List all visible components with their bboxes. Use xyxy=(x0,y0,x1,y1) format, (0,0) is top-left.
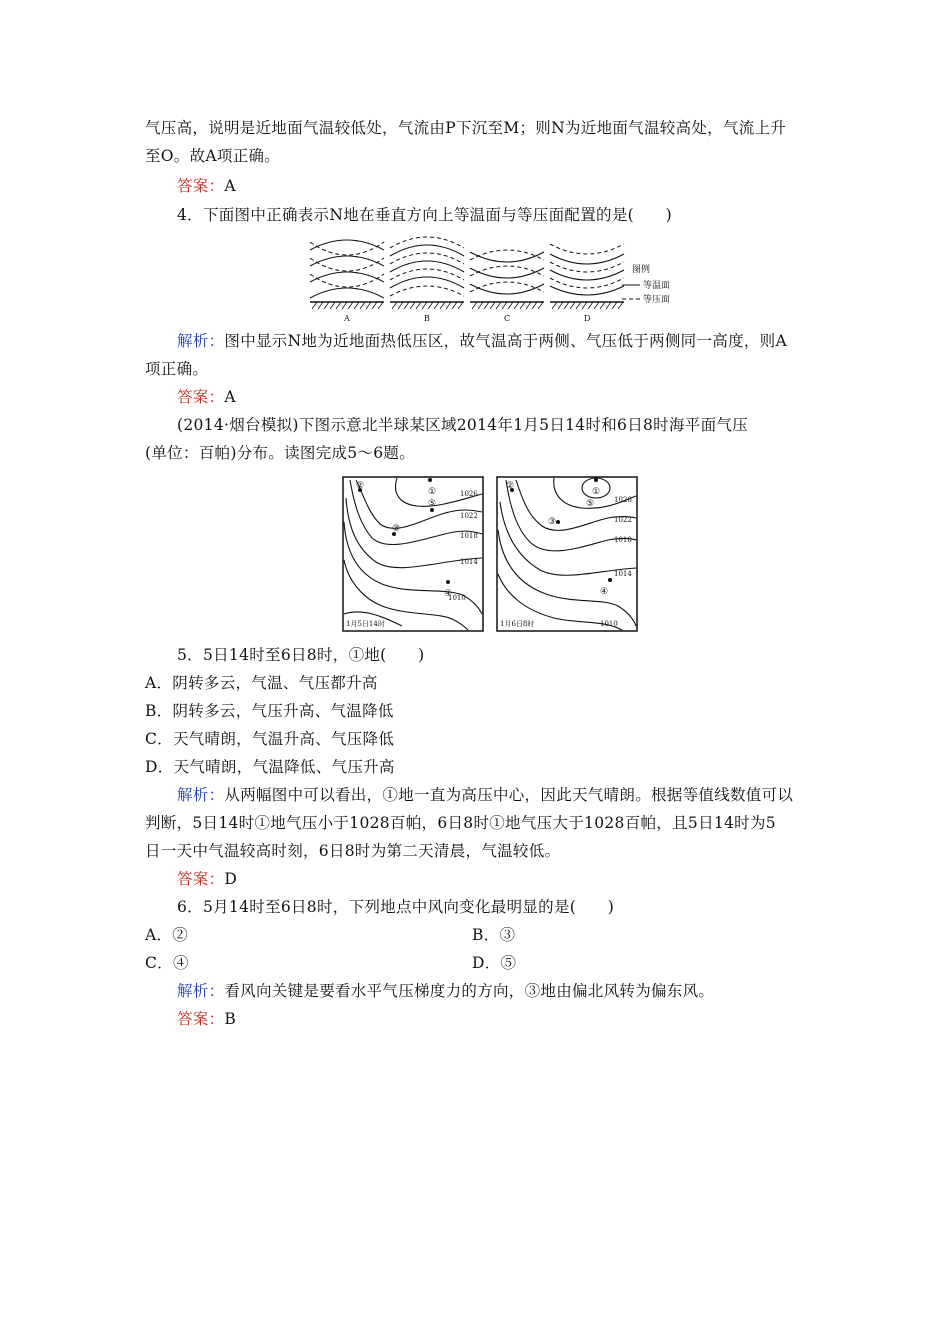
answer-label: 答案： xyxy=(177,1010,225,1028)
analysis-label: 解析： xyxy=(177,332,225,350)
answer-value: D xyxy=(224,870,238,888)
point-label: ① xyxy=(428,487,437,497)
answer-label: 答案： xyxy=(177,177,225,195)
answer-line xyxy=(177,1005,847,1033)
point-label: ② xyxy=(356,481,365,491)
analysis-line: 解析：从两幅图中可以看出，①地一直为高压中心，因此天气晴朗。根据等值线数值可以 xyxy=(177,786,794,804)
analysis-label: 解析： xyxy=(177,786,225,804)
isobar-map-left xyxy=(342,476,484,632)
analysis-line: 日一天中气温较高时刻，6日8时为第二天清晨，气温较低。 xyxy=(145,842,561,860)
option: C．④ xyxy=(145,954,189,972)
point-label: ③ xyxy=(548,517,557,527)
panel-label: B xyxy=(424,314,430,323)
panel-d xyxy=(550,244,624,323)
option-row xyxy=(145,921,815,949)
option: C．天气晴朗，气温升高、气压降低 xyxy=(145,730,395,748)
isotherm-isobar-figure xyxy=(300,232,680,324)
answer-label: 答案： xyxy=(177,388,225,406)
point-label: ⑤ xyxy=(586,499,595,509)
isobar-label: 1018 xyxy=(460,532,478,540)
option: D．天气晴朗，气温降低、气压升高 xyxy=(145,758,395,776)
analysis-line: 解析：图中显示N地为近地面热低压区，故气温高于两侧、气压低于两侧同一高度，则A xyxy=(177,332,787,350)
point-label: ④ xyxy=(444,589,453,599)
figure-legend xyxy=(622,263,670,305)
panel-label: A xyxy=(344,314,350,323)
panel-b xyxy=(390,237,464,323)
point-label: ⑤ xyxy=(428,499,437,509)
intro-line: (2014·烟台模拟)下图示意北半球某区域2014年1月5日14时和6日8时海平面气压 xyxy=(177,416,748,434)
isobar-label: 1022 xyxy=(460,512,478,520)
answer-line xyxy=(177,383,847,411)
answer-line xyxy=(177,172,847,200)
point-label: ④ xyxy=(600,587,609,597)
isobar-map-right xyxy=(496,476,638,632)
panel-c xyxy=(470,250,544,323)
question-stem: 5．5日14时至6日8时，①地( ) xyxy=(177,646,425,664)
answer-value: A xyxy=(224,388,236,406)
isobar-label: 1022 xyxy=(614,516,632,524)
point-label: ① xyxy=(592,487,601,497)
answer-line xyxy=(177,865,847,893)
answer-label: 答案： xyxy=(177,870,225,888)
map-caption: 1月6日8时 xyxy=(500,620,535,628)
option-row xyxy=(145,949,815,977)
legend-solid-label: 等温面 xyxy=(643,281,671,291)
isobar-label: 1026 xyxy=(460,490,478,498)
option: A．阴转多云，气温、气压都升高 xyxy=(145,674,378,692)
isobar-label: 1018 xyxy=(614,536,632,544)
legend-dashed-label: 等压面 xyxy=(643,295,671,305)
analysis-label: 解析： xyxy=(177,982,225,1000)
question-stem: 4．下面图中正确表示N地在垂直方向上等温面与等压面配置的是( ) xyxy=(177,206,672,224)
option: B．阴转多云，气压升高、气温降低 xyxy=(145,702,394,720)
isobar-label: 1014 xyxy=(614,570,632,578)
panel-label: C xyxy=(504,314,511,323)
analysis-line: 判断，5日14时①地气压小于1028百帕，6日8时①地气压大于1028百帕，且5日14时为5 xyxy=(145,814,776,832)
question-stem: 6．5月14时至6日8时，下列地点中风向变化最明显的是( ) xyxy=(177,898,615,916)
isobar-label: 1010 xyxy=(448,594,466,602)
isobar-label: 1026 xyxy=(614,496,632,504)
panel-label: D xyxy=(584,314,591,323)
intro-line: (单位：百帕)分布。读图完成5～6题。 xyxy=(145,444,416,462)
option: A．② xyxy=(145,926,189,944)
paragraph-line: 至O。故A项正确。 xyxy=(145,147,281,165)
option: B．③ xyxy=(472,926,516,944)
panel-a xyxy=(310,240,384,323)
point-label: ③ xyxy=(392,524,401,534)
paragraph-line: 气压高，说明是近地面气温较低处，气流由P下沉至M；则N为近地面气温较高处，气流上升 xyxy=(145,119,787,137)
option: D．⑤ xyxy=(472,954,517,972)
map-caption: 1月5日14时 xyxy=(346,620,385,628)
legend-title: 图例 xyxy=(632,265,651,275)
isobar-label: 1010 xyxy=(600,620,618,628)
answer-value: B xyxy=(224,1010,237,1028)
point-label: ② xyxy=(506,481,515,491)
isobar-label: 1014 xyxy=(460,558,478,566)
answer-value: A xyxy=(224,177,236,195)
analysis-line: 项正确。 xyxy=(145,360,209,378)
analysis-line: 解析：看风向关键是要看水平气压梯度力的方向，③地由偏北风转为偏东风。 xyxy=(177,982,715,1000)
